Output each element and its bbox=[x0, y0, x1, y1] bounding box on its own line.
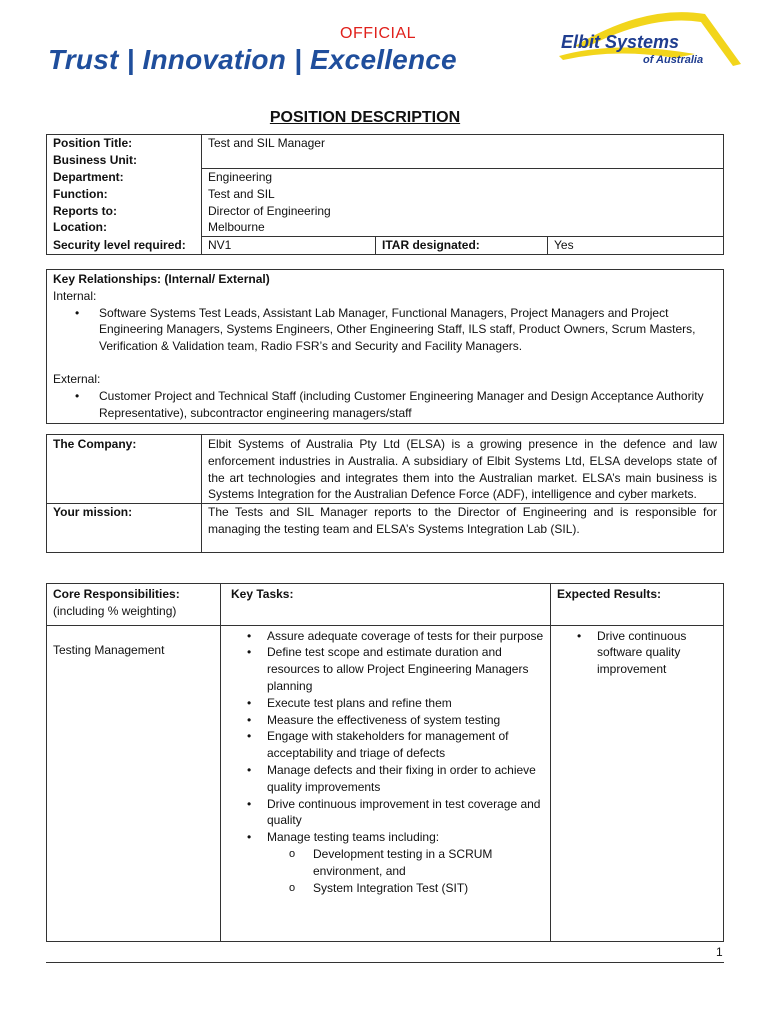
department-label: Department: bbox=[47, 169, 202, 186]
reports-to-value: Director of Engineering bbox=[202, 203, 724, 220]
list-item: • Drive continuous improvement in test coverage and quality bbox=[227, 796, 544, 830]
list-item: • Assure adequate coverage of tests for their purpose bbox=[227, 628, 544, 645]
list-item: • Customer Project and Technical Staff (including Customer Engineering Manager and Design Acceptance Authority Representative), subcontractor engineering managers/staff bbox=[53, 388, 717, 422]
list-item-label: Manage testing teams including: bbox=[267, 830, 440, 845]
table-row bbox=[47, 152, 724, 169]
security-level-label: Security level required: bbox=[47, 237, 202, 255]
responsibility-area: Testing Management bbox=[53, 642, 165, 657]
position-title-label: Position Title: bbox=[47, 135, 202, 152]
function-value: Test and SIL bbox=[202, 186, 724, 203]
company-label: The Company: bbox=[47, 435, 202, 504]
key-tasks-heading: Key Tasks: bbox=[231, 587, 294, 601]
table-row bbox=[47, 584, 724, 626]
list-item bbox=[227, 829, 544, 896]
reports-to-label: Reports to: bbox=[47, 203, 202, 220]
position-info-table bbox=[46, 134, 724, 255]
responsibilities-table bbox=[46, 583, 724, 942]
footer-divider bbox=[46, 962, 724, 963]
table-row bbox=[47, 237, 724, 255]
company-tagline: Trust | Innovation | Excellence bbox=[48, 44, 457, 75]
table-row bbox=[47, 219, 724, 236]
expected-results-heading: Expected Results: bbox=[557, 587, 662, 601]
weighting-subheading: (including % weighting) bbox=[53, 603, 177, 618]
function-label: Function: bbox=[47, 186, 202, 203]
business-unit-label: Business Unit: bbox=[47, 152, 202, 169]
sub-task-list bbox=[267, 846, 544, 896]
company-text: Elbit Systems of Australia Pty Ltd (ELSA) is a growing presence in the defence and law enforcement industries in Australia. A subsidiary of Elbit Systems Ltd, ELSA develops state of the art technologies and integrates them into the Australian market. ELSA’s main business is Systems Integration for the Australian Defence Force (ADF), intelligence and cyber markets. bbox=[202, 435, 724, 504]
location-label: Location: bbox=[47, 219, 202, 236]
list-item: o System Integration Test (SIT) bbox=[267, 880, 544, 897]
internal-label: Internal: bbox=[53, 288, 97, 303]
internal-list bbox=[53, 305, 717, 355]
list-item: • Drive continuous software quality improvement bbox=[557, 628, 717, 678]
expected-results-list bbox=[557, 628, 717, 678]
list-item: • Execute test plans and refine them bbox=[227, 695, 544, 712]
external-list bbox=[53, 388, 717, 422]
list-item: • Engage with stakeholders for management of acceptability and triage of defects bbox=[227, 728, 544, 762]
company-table bbox=[46, 434, 724, 553]
table-row bbox=[47, 135, 724, 152]
key-relationships-heading: Key Relationships: (Internal/ External) bbox=[53, 272, 270, 286]
itar-value: Yes bbox=[548, 237, 724, 255]
table-row bbox=[47, 169, 724, 186]
list-item: o Development testing in a SCRUM environment, and bbox=[267, 846, 544, 880]
classification-marking: OFFICIAL bbox=[340, 25, 417, 42]
table-row bbox=[47, 186, 724, 203]
table-row bbox=[47, 203, 724, 220]
key-relationships-table bbox=[46, 269, 724, 424]
external-label: External: bbox=[53, 371, 101, 386]
department-value: Engineering bbox=[202, 169, 724, 186]
mission-text: The Tests and SIL Manager reports to the Director of Engineering and is responsible for managing the testing team and ELSA’s Systems Integration Lab (SIL). bbox=[202, 504, 724, 553]
table-row bbox=[47, 435, 724, 504]
document-title: POSITION DESCRIPTION bbox=[269, 109, 461, 126]
position-title-value: Test and SIL Manager bbox=[202, 135, 724, 152]
list-item: • Measure the effectiveness of system testing bbox=[227, 712, 544, 729]
logo-main-text: Elbit Systems bbox=[561, 32, 680, 52]
business-unit-value bbox=[202, 152, 724, 169]
logo-sub-text: of Australia bbox=[643, 54, 704, 66]
list-item: • Define test scope and estimate duration and resources to allow Project Engineering Managers planning bbox=[227, 644, 544, 694]
security-level-value: NV1 bbox=[202, 237, 376, 255]
location-value: Melbourne bbox=[202, 219, 724, 236]
mission-label: Your mission: bbox=[47, 504, 202, 553]
page-number: 1 bbox=[716, 945, 723, 959]
key-tasks-list bbox=[227, 628, 544, 897]
list-item: • Manage defects and their fixing in order to achieve quality improvements bbox=[227, 762, 544, 796]
list-item: • Software Systems Test Leads, Assistant Lab Manager, Functional Managers, Project Managers and Project Engineering Managers, Systems Engineers, Other Engineering Staff, ILS staff, Product Owners, Scrum Masters, Verification & Validation team, Radio FSR’s and Security and Facility Managers. bbox=[53, 305, 717, 355]
table-row bbox=[47, 504, 724, 553]
elbit-logo bbox=[555, 10, 745, 72]
itar-label: ITAR designated: bbox=[376, 237, 548, 255]
table-row bbox=[47, 625, 724, 941]
core-responsibilities-heading: Core Responsibilities: bbox=[53, 587, 180, 601]
